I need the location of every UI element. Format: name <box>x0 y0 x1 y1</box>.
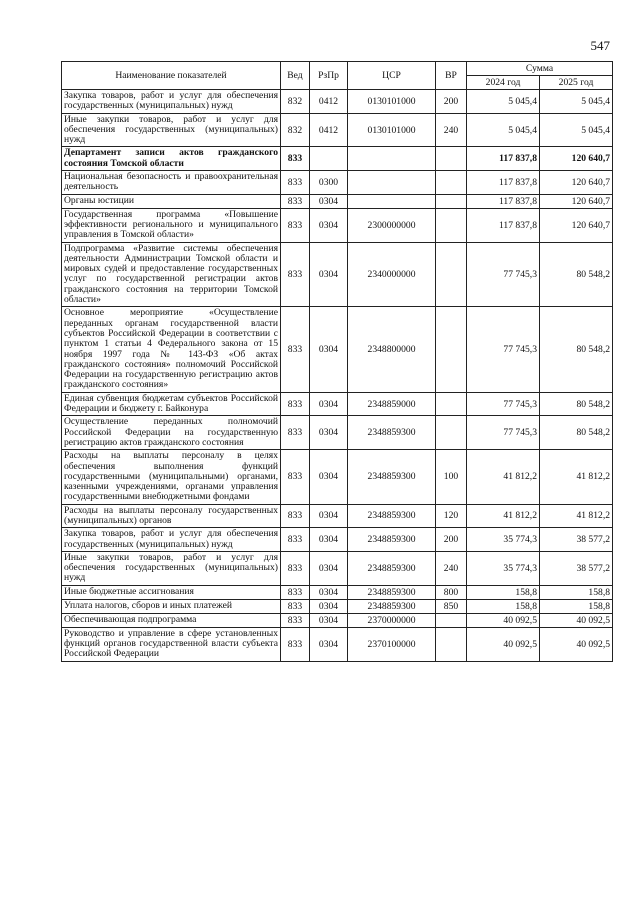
row-name: Иные закупки товаров, работ и услуг для обеспечения государственных (муниципальных) нужд <box>62 551 281 585</box>
row-name: Основное мероприятие «Осуществление переданных органам государственной власти субъектов Российской Федерации в соответствии с пунктом 1 статьи 4 Федерального закона от 15 ноября 1997 года № 143-ФЗ «Об актах гражданского состояния» полномочий Российской Федерации на государственную регистрацию актов гражданского состояния» <box>62 307 281 392</box>
row-sum-2024: 40 092,5 <box>467 627 540 661</box>
row-sum-2024: 77 745,3 <box>467 416 540 450</box>
row-name: Расходы на выплаты персоналу государственных (муниципальных) органов <box>62 504 281 528</box>
row-vr <box>436 416 467 450</box>
header-year-2025: 2025 год <box>540 76 613 90</box>
table-row <box>62 90 613 114</box>
row-csr: 2300000000 <box>348 208 436 242</box>
row-rzpr <box>310 147 348 171</box>
table-row <box>62 171 613 195</box>
header-sum: Сумма <box>467 62 613 76</box>
row-sum-2025: 120 640,7 <box>540 194 613 208</box>
row-vr: 800 <box>436 585 467 599</box>
header-csr: ЦСР <box>348 62 436 90</box>
row-sum-2024: 77 745,3 <box>467 242 540 307</box>
row-sum-2025: 80 548,2 <box>540 416 613 450</box>
row-sum-2025: 41 812,2 <box>540 504 613 528</box>
row-ved: 833 <box>281 585 310 599</box>
row-rzpr: 0412 <box>310 90 348 114</box>
row-sum-2024: 5 045,4 <box>467 113 540 147</box>
row-csr: 2348859300 <box>348 551 436 585</box>
row-csr: 2370000000 <box>348 613 436 627</box>
row-sum-2024: 35 774,3 <box>467 528 540 552</box>
row-vr <box>436 147 467 171</box>
row-sum-2024: 117 837,8 <box>467 208 540 242</box>
row-name: Национальная безопасность и правоохранительная деятельность <box>62 171 281 195</box>
row-vr: 120 <box>436 504 467 528</box>
row-name: Государственная программа «Повышение эффективности регионального и муниципального управления в Томской области» <box>62 208 281 242</box>
row-vr <box>436 208 467 242</box>
row-ved: 833 <box>281 307 310 392</box>
row-vr <box>436 613 467 627</box>
table-row <box>62 504 613 528</box>
row-sum-2024: 77 745,3 <box>467 307 540 392</box>
row-rzpr: 0304 <box>310 208 348 242</box>
row-name: Иные закупки товаров, работ и услуг для обеспечения государственных (муниципальных) нужд <box>62 113 281 147</box>
row-vr <box>436 307 467 392</box>
row-vr: 240 <box>436 113 467 147</box>
row-ved: 833 <box>281 147 310 171</box>
header-vr: ВР <box>436 62 467 90</box>
row-csr: 2340000000 <box>348 242 436 307</box>
table-row <box>62 242 613 307</box>
row-sum-2025: 120 640,7 <box>540 147 613 171</box>
row-ved: 833 <box>281 194 310 208</box>
row-csr: 0130101000 <box>348 113 436 147</box>
row-name: Иные бюджетные ассигнования <box>62 585 281 599</box>
row-csr: 2348859300 <box>348 504 436 528</box>
header-name: Наименование показателей <box>62 62 281 90</box>
row-csr: 2348800000 <box>348 307 436 392</box>
row-rzpr: 0304 <box>310 392 348 416</box>
row-name: Обеспечивающая подпрограмма <box>62 613 281 627</box>
row-sum-2024: 5 045,4 <box>467 90 540 114</box>
row-sum-2025: 38 577,2 <box>540 551 613 585</box>
row-csr: 2348859300 <box>348 450 436 504</box>
table-row <box>62 599 613 613</box>
row-rzpr: 0412 <box>310 113 348 147</box>
row-csr <box>348 194 436 208</box>
budget-table <box>61 61 613 662</box>
row-rzpr: 0304 <box>310 613 348 627</box>
row-sum-2024: 117 837,8 <box>467 147 540 171</box>
row-csr: 2348859300 <box>348 599 436 613</box>
row-rzpr: 0304 <box>310 585 348 599</box>
row-sum-2025: 158,8 <box>540 599 613 613</box>
row-csr: 2370100000 <box>348 627 436 661</box>
table-body <box>62 90 613 662</box>
row-csr: 2348859300 <box>348 585 436 599</box>
row-name: Закупка товаров, работ и услуг для обеспечения государственных (муниципальных) нужд <box>62 90 281 114</box>
row-rzpr: 0304 <box>310 627 348 661</box>
row-ved: 833 <box>281 392 310 416</box>
row-sum-2025: 41 812,2 <box>540 450 613 504</box>
row-ved: 832 <box>281 90 310 114</box>
row-sum-2024: 117 837,8 <box>467 171 540 195</box>
table-row <box>62 528 613 552</box>
row-sum-2024: 40 092,5 <box>467 613 540 627</box>
row-sum-2025: 5 045,4 <box>540 113 613 147</box>
table-row <box>62 208 613 242</box>
table-row <box>62 147 613 171</box>
row-sum-2025: 38 577,2 <box>540 528 613 552</box>
row-name: Уплата налогов, сборов и иных платежей <box>62 599 281 613</box>
row-rzpr: 0300 <box>310 171 348 195</box>
row-sum-2025: 158,8 <box>540 585 613 599</box>
row-csr <box>348 171 436 195</box>
row-ved: 833 <box>281 416 310 450</box>
row-sum-2024: 158,8 <box>467 585 540 599</box>
row-csr: 0130101000 <box>348 90 436 114</box>
row-vr: 850 <box>436 599 467 613</box>
row-rzpr: 0304 <box>310 242 348 307</box>
row-name: Руководство и управление в сфере установленных функций органов государственной власти субъекта Российской Федерации <box>62 627 281 661</box>
row-sum-2024: 117 837,8 <box>467 194 540 208</box>
row-ved: 833 <box>281 627 310 661</box>
row-rzpr: 0304 <box>310 194 348 208</box>
header-ved: Вед <box>281 62 310 90</box>
header-rzpr: РзПр <box>310 62 348 90</box>
row-sum-2025: 120 640,7 <box>540 171 613 195</box>
row-vr <box>436 242 467 307</box>
table-row <box>62 392 613 416</box>
row-vr: 100 <box>436 450 467 504</box>
row-vr <box>436 194 467 208</box>
row-name: Органы юстиции <box>62 194 281 208</box>
row-ved: 832 <box>281 113 310 147</box>
row-sum-2025: 80 548,2 <box>540 392 613 416</box>
row-ved: 833 <box>281 504 310 528</box>
row-sum-2025: 80 548,2 <box>540 242 613 307</box>
row-sum-2024: 35 774,3 <box>467 551 540 585</box>
row-sum-2025: 120 640,7 <box>540 208 613 242</box>
table-row <box>62 113 613 147</box>
header-year-2024: 2024 год <box>467 76 540 90</box>
row-sum-2024: 41 812,2 <box>467 504 540 528</box>
row-ved: 833 <box>281 551 310 585</box>
row-vr: 240 <box>436 551 467 585</box>
row-ved: 833 <box>281 242 310 307</box>
row-sum-2025: 5 045,4 <box>540 90 613 114</box>
table-header <box>62 62 613 90</box>
row-vr <box>436 627 467 661</box>
row-ved: 833 <box>281 450 310 504</box>
row-csr: 2348859300 <box>348 416 436 450</box>
row-ved: 833 <box>281 613 310 627</box>
table-row <box>62 416 613 450</box>
row-ved: 833 <box>281 599 310 613</box>
row-rzpr: 0304 <box>310 551 348 585</box>
table-row <box>62 627 613 661</box>
row-rzpr: 0304 <box>310 504 348 528</box>
row-sum-2024: 158,8 <box>467 599 540 613</box>
table-row <box>62 585 613 599</box>
row-csr: 2348859300 <box>348 528 436 552</box>
row-name: Осуществление переданных полномочий Российской Федерации на государственную регистрацию актов гражданского состояния <box>62 416 281 450</box>
row-vr <box>436 392 467 416</box>
row-sum-2025: 40 092,5 <box>540 613 613 627</box>
row-csr <box>348 147 436 171</box>
row-rzpr: 0304 <box>310 450 348 504</box>
row-vr <box>436 171 467 195</box>
row-name: Закупка товаров, работ и услуг для обеспечения государственных (муниципальных) нужд <box>62 528 281 552</box>
table-row <box>62 613 613 627</box>
row-name: Департамент записи актов гражданского состояния Томской области <box>62 147 281 171</box>
row-sum-2024: 77 745,3 <box>467 392 540 416</box>
row-sum-2025: 80 548,2 <box>540 307 613 392</box>
page-number: 547 <box>590 38 610 53</box>
row-sum-2024: 41 812,2 <box>467 450 540 504</box>
row-sum-2025: 40 092,5 <box>540 627 613 661</box>
row-ved: 833 <box>281 208 310 242</box>
row-rzpr: 0304 <box>310 528 348 552</box>
row-rzpr: 0304 <box>310 599 348 613</box>
row-name: Расходы на выплаты персоналу в целях обеспечения выполнения функций государственными (муниципальными) органами, казенными учреждениями, органами управления государственными внебюджетными фондами <box>62 450 281 504</box>
row-rzpr: 0304 <box>310 307 348 392</box>
table-row <box>62 307 613 392</box>
row-name: Единая субвенция бюджетам субъектов Российской Федерации и бюджету г. Байконура <box>62 392 281 416</box>
row-ved: 833 <box>281 528 310 552</box>
row-vr: 200 <box>436 528 467 552</box>
table-row <box>62 551 613 585</box>
row-csr: 2348859000 <box>348 392 436 416</box>
row-rzpr: 0304 <box>310 416 348 450</box>
row-name: Подпрограмма «Развитие системы обеспечения деятельности Администрации Томской области и мировых судей и предоставление государственных услуг по государственной регистрации актов гражданского состояния на территории Томской области» <box>62 242 281 307</box>
table-row <box>62 194 613 208</box>
row-ved: 833 <box>281 171 310 195</box>
row-vr: 200 <box>436 90 467 114</box>
table-row <box>62 450 613 504</box>
